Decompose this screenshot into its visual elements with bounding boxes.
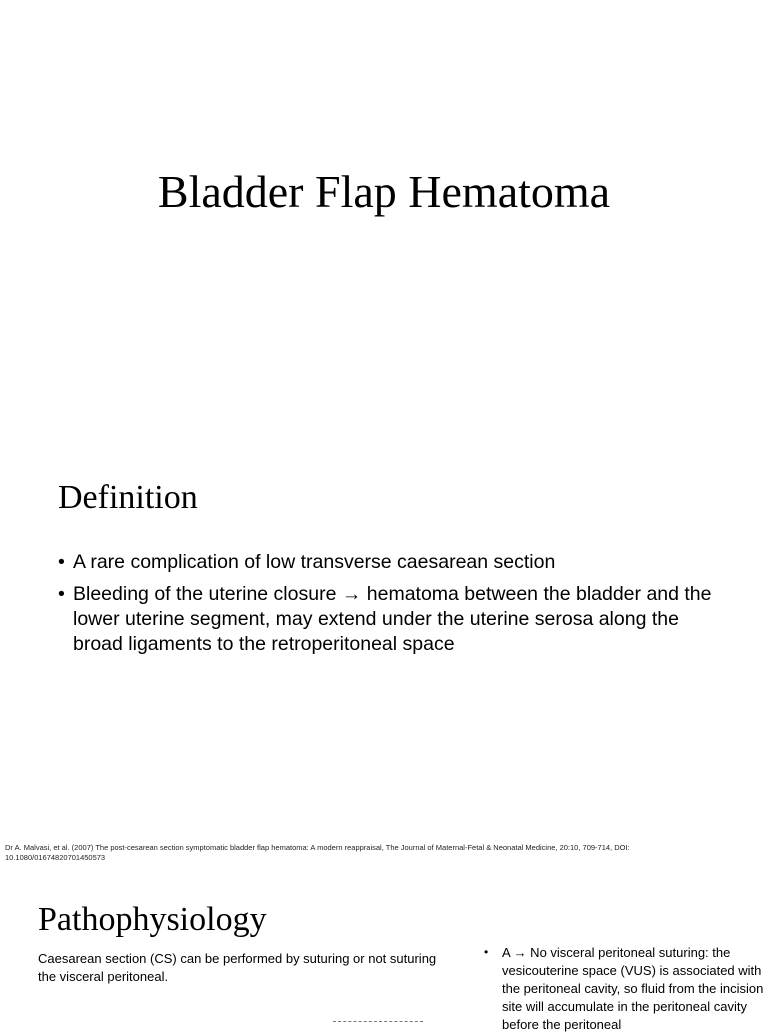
- bullet-icon: •: [58, 551, 65, 573]
- intro-text: Caesarean section (CS) can be performed by suturing or not suturing the visceral peritoneal.: [38, 951, 437, 984]
- list-item: [484, 944, 764, 1034]
- slide-heading: Pathophysiology: [38, 901, 267, 938]
- citation: Dr A. Malvasi, et al. (2007) The post-cesarean section symptomatic bladder flap hematoma: A modern reappraisal, The Journal of Maternal-Fetal & Neonatal Medicine, 20:10, 709-714, DOI: 10.1080/01674820701450573: [5, 843, 630, 862]
- figure-placeholder: [333, 1021, 423, 1024]
- bullet-icon: •: [58, 583, 65, 605]
- definition-slide: [0, 448, 768, 896]
- bullet-list: [58, 550, 718, 664]
- bullet-text: A rare complication of low transverse caesarean section: [73, 551, 556, 573]
- list-item: [58, 582, 718, 657]
- bullet-icon: •: [484, 945, 489, 959]
- bullet-list: [484, 944, 764, 1034]
- slide-title: Bladder Flap Hematoma: [157, 166, 611, 217]
- list-item: [58, 550, 718, 575]
- title-slide: [0, 0, 768, 448]
- slide-heading: Definition: [58, 479, 198, 516]
- bullet-text: A → No visceral peritoneal suturing: the vesicouterine space (VUS) is associated with the peritoneal cavity, so fluid from the incision site will accumulate in the peritoneal cavity before the peritoneal: [502, 945, 764, 1032]
- bullet-text: Bleeding of the uterine closure → hematoma between the bladder and the lower uterine segment, may extend under the uterine serosa along the broad ligaments to the retroperitoneal space: [73, 583, 712, 655]
- pathophysiology-slide: [0, 896, 768, 1032]
